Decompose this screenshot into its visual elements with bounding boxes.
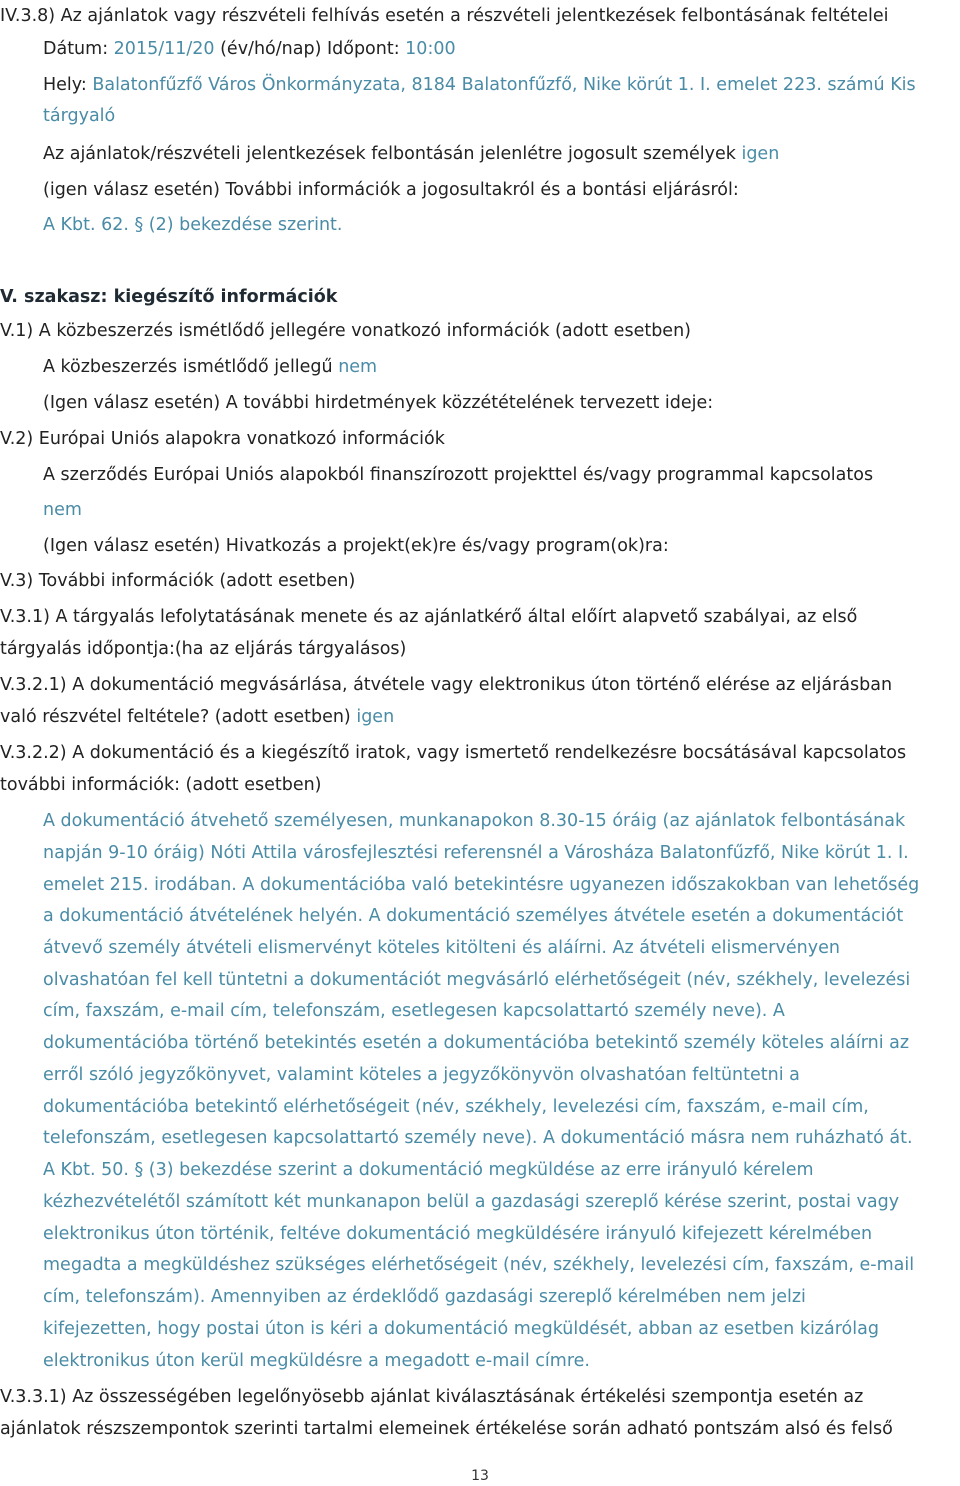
v322-body-line: A dokumentáció átvehető személyesen, munkanapokon 8.30-15 óráig (az ajánlatok felbontásának [43,811,906,831]
v321-line-1: V.3.2.1) A dokumentáció megvásárlása, átvétele vagy elektronikus úton történő elérése az eljárásban [0,675,893,695]
persons-info-label: (igen válasz esetén) További információk a jogosultakról és a bontási eljárásról: [43,180,739,200]
place-line [43,74,916,96]
v322-body-line: elektronikus úton kerül megküldésre a megadott e-mail címre. [43,1351,590,1371]
v31-line-2: tárgyalás időpontja:(ha az eljárás tárgyalásos) [0,639,407,659]
v3-title: V.3) További információk (adott esetben) [0,571,356,591]
v1-line [43,356,377,378]
v31-line-1: V.3.1) A tárgyalás lefolytatásának menete és az ajánlatkérő által előírt alapvető szabályai, az első [0,607,858,627]
v2-label: A szerződés Európai Uniós alapokból finanszírozott projekttel és/vagy programmal kapcsolatos [43,465,874,485]
opening-date-line [43,38,456,60]
page-number: 13 [471,1468,489,1484]
persons-value: igen [741,144,780,164]
persons-line [43,143,779,165]
v322-body-line: kézhezvételétől számított két munkanapon belül a gazdasági szereplő kérése szerint, postai vagy [43,1192,900,1212]
date-label: Dátum: [43,39,114,59]
v322-line-1: V.3.2.2) A dokumentáció és a kiegészítő iratok, vagy ismertető rendelkezésre bocsátásával kapcsolatos [0,743,907,763]
v1-followup: (Igen válasz esetén) A további hirdetmények közzétételének tervezett ideje: [43,393,714,413]
v322-body-line: telefonszám, esetlegesen kapcsolattartó személy neve). A dokumentáció másra nem ruházható át. [43,1128,913,1148]
place-label: Hely: [43,75,93,95]
v331-line-1: V.3.3.1) Az összességében legelőnyösebb ajánlat kiválasztásának értékelési szempontja esetén az [0,1387,864,1407]
date-format-label: (év/hó/nap) Időpont: [214,39,406,59]
v322-body-line: elektronikus úton történik, feltéve dokumentáció megküldésére irányuló kifejezett kérelmében [43,1224,873,1244]
place-value-continued: tárgyaló [43,106,116,126]
v322-body-line: erről szóló jegyzőkönyvet, valamint köteles a jegyzőkönyvön olvashatóan feltüntetni a [43,1065,800,1085]
v2-value: nem [43,500,82,520]
section-iv38-title: IV.3.8) Az ajánlatok vagy részvételi felhívás esetén a részvételi jelentkezések felbontásának feltételei [0,6,889,26]
v1-title: V.1) A közbeszerzés ismétlődő jellegére vonatkozó információk (adott esetben) [0,321,691,341]
v322-body-line: olvashatóan fel kell tüntetni a dokumentációt megvásárló elérhetőségeit (név, székhely, levelezési [43,970,911,990]
place-value: Balatonfűzfő Város Önkormányzata, 8184 Balatonfűzfő, Nike körút 1. I. emelet 223. számú Kis [92,75,916,95]
v1-label: A közbeszerzés ismétlődő jellegű [43,357,339,377]
time-value: 10:00 [405,39,456,59]
v321-line-2 [0,706,394,728]
v322-body-line: a dokumentáció átvételének helyén. A dokumentáció személyes átvétele esetén a dokumentációt [43,906,904,926]
section-v-heading: V. szakasz: kiegészítő információk [0,287,338,307]
v322-body-line: A Kbt. 50. § (3) bekezdése szerint a dokumentáció megküldése az erre irányuló kérelem [43,1160,814,1180]
v322-body-line: kifejezetten, hogy postai úton is kéri a dokumentáció megküldését, abban az esetben kizárólag [43,1319,879,1339]
v322-body-line: átvevő személy átvételi elismervényt köteles kitölteni és aláírni. Az átvételi elismervényen [43,938,840,958]
v321-label: való részvétel feltétele? (adott esetben) [0,707,357,727]
v2-title: V.2) Európai Uniós alapokra vonatkozó információk [0,429,445,449]
v322-body-line: napján 9-10 óráig) Nóti Attila városfejlesztési referensnél a Városháza Balatonfűzfő, Nike körút 1. I. [43,843,909,863]
v322-body-line: emelet 215. irodában. A dokumentációba való betekintésre ugyanezen időszakokban van lehetőség [43,875,920,895]
persons-info-value: A Kbt. 62. § (2) bekezdése szerint. [43,215,343,235]
v1-value: nem [338,357,378,377]
v331-line-2: ajánlatok részszempontok szerinti tartalmi elemeinek értékelése során adható pontszám alsó és felső [0,1419,893,1439]
v322-line-2: további információk: (adott esetben) [0,775,322,795]
v2-followup: (Igen válasz esetén) Hivatkozás a projekt(ek)re és/vagy program(ok)ra: [43,536,669,556]
persons-label: Az ajánlatok/részvételi jelentkezések felbontásán jelenlétre jogosult személyek [43,144,742,164]
v321-value: igen [356,707,395,727]
date-value: 2015/11/20 [113,39,215,59]
v322-body-line: megadta a megküldéshez szükséges elérhetőségeit (név, székhely, levelezési cím, faxszám, e-mail [43,1255,915,1275]
v322-body-line: dokumentációba betekintő elérhetőségeit (név, székhely, levelezési cím, faxszám, e-mail cím, [43,1097,869,1117]
v322-body-line: cím, faxszám, e-mail cím, telefonszám, esetlegesen kapcsolattartó személy neve). A [43,1001,785,1021]
v322-body-line: cím, telefonszám). Amennyiben az érdeklődő gazdasági szereplő kérelmében nem jelzi [43,1287,806,1307]
v322-body-line: dokumentációba történő betekintés esetén a dokumentációba betekintő személy köteles aláírni az [43,1033,910,1053]
